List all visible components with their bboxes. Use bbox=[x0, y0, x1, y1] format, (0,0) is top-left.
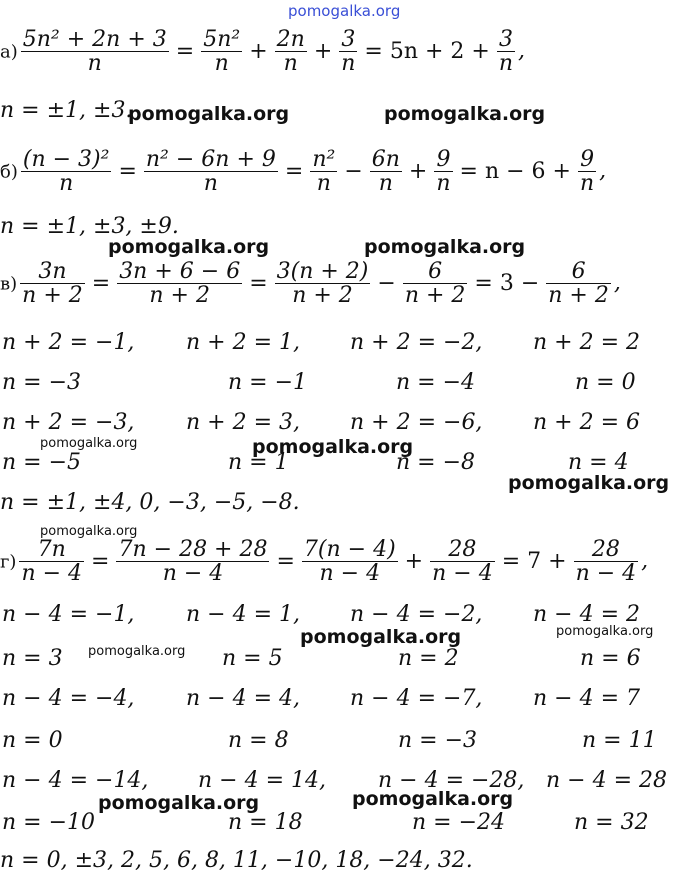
watermark-top: pomogalka.org bbox=[288, 2, 401, 20]
part-g-term-2: $\frac{28}{n - 4}$ bbox=[432, 537, 493, 587]
part-v-cell: n = 4 bbox=[568, 450, 629, 475]
part-v-cell: n = −5 bbox=[2, 450, 82, 475]
part-g-cell: n − 4 = −1, bbox=[2, 602, 135, 627]
part-b-answer: n = ±1, ±3, ±9. bbox=[0, 214, 179, 239]
part-g-frac-2: $\frac{7n - 28 + 28}{n - 4}$ bbox=[118, 537, 268, 587]
part-v-cell: n + 2 = −2, bbox=[350, 330, 483, 355]
part-v-term-3: $\frac{6}{n + 2}$ bbox=[548, 259, 609, 309]
watermark: pomogalka.org bbox=[98, 792, 260, 814]
part-g-cell: n − 4 = 28 bbox=[546, 768, 667, 793]
part-g-cell: n − 4 = 4, bbox=[186, 686, 300, 711]
part-v-term-1: $\frac{3(n + 2)}{n + 2}$ bbox=[276, 259, 369, 309]
watermark: pomogalka.org bbox=[128, 103, 290, 125]
part-g-term-3: $\frac{28}{n - 4}$ bbox=[575, 537, 637, 587]
part-v-cell: n + 2 = −1, bbox=[2, 330, 135, 355]
part-b-frac-2: $\frac{\text{n² − 6n + 9}}{n}$ bbox=[145, 147, 276, 197]
part-v-cell: n + 2 = 3, bbox=[186, 410, 300, 435]
part-b-frac-main: $\frac{\text{(n − 3)²}}{n}$ bbox=[22, 147, 110, 197]
part-g-cell: n = −24 bbox=[412, 810, 506, 835]
part-g-equation: г) $\frac{7n}{n - 4}$ = $\frac{7n - 28 + 28}{n - 4}$ = $\frac{7(n - 4)}{n - 4}$ + $\frac{28}{n - 4}$ = 7 + $\frac{28}{n - 4}$ , bbox=[0, 537, 649, 587]
watermark: pomogalka.org bbox=[384, 103, 546, 125]
part-a-term-1: $\frac{\text{5n²}}{n}$ bbox=[203, 27, 241, 77]
part-g-cell: n = 0 bbox=[2, 728, 63, 753]
part-b-term-3: $\frac{9}{n}$ bbox=[436, 147, 451, 197]
part-g-cell: n = 32 bbox=[574, 810, 649, 835]
part-v-cell: n + 2 = −3, bbox=[2, 410, 135, 435]
part-g-cell: n − 4 = 1, bbox=[186, 602, 300, 627]
watermark: pomogalka.org bbox=[508, 472, 670, 494]
watermark: pomogalka.org bbox=[352, 788, 514, 810]
watermark: pomogalka.org bbox=[252, 436, 414, 458]
part-g-cell: n − 4 = −4, bbox=[2, 686, 135, 711]
part-g-cell: n = −10 bbox=[2, 810, 96, 835]
part-v-answer: n = ±1, ±4, 0, −3, −5, −8. bbox=[0, 490, 300, 515]
part-a-equation: а) $\frac{\text{5n² + 2n + 3}}{n}$ = $\frac{\text{5n²}}{n}$ + $\frac{2n}{n}$ + $\frac{3}{n}$ = 5n + 2 + $\frac{3}{n}$ , bbox=[0, 27, 526, 77]
part-v-cell: n = −8 bbox=[396, 450, 476, 475]
part-v-term-2: $\frac{6}{n + 2}$ bbox=[404, 259, 466, 309]
part-a-term-2: $\frac{2n}{n}$ bbox=[276, 27, 305, 77]
part-g-frac-main: $\frac{7n}{n - 4}$ bbox=[21, 537, 83, 587]
watermark: pomogalka.org bbox=[364, 236, 526, 258]
part-g-cell: n = −3 bbox=[398, 728, 478, 753]
watermark: pomogalka.org bbox=[40, 524, 138, 539]
part-v-cell: n = −3 bbox=[2, 370, 82, 395]
part-g-term-1: $\frac{7(n - 4)}{n - 4}$ bbox=[303, 537, 396, 587]
part-a-term-3: $\frac{3}{n}$ bbox=[341, 27, 356, 77]
part-v-cell: n + 2 = 1, bbox=[186, 330, 300, 355]
watermark: pomogalka.org bbox=[40, 436, 138, 451]
part-a-label: а) bbox=[0, 41, 18, 63]
part-v-label: в) bbox=[0, 273, 18, 295]
part-v-cell: n = 0 bbox=[575, 370, 636, 395]
part-v-cell: n + 2 = 6 bbox=[533, 410, 641, 435]
part-a-term-4: $\frac{3}{n}$ bbox=[498, 27, 514, 77]
part-g-cell: n = 5 bbox=[222, 646, 283, 671]
part-g-cell: n = 18 bbox=[228, 810, 303, 835]
part-g-cell: n = 11 bbox=[582, 728, 657, 753]
part-g-cell: n − 4 = 2 bbox=[533, 602, 641, 627]
part-b-term-4: $\frac{9}{n}$ bbox=[579, 147, 595, 197]
part-v-cell: n = 1 bbox=[228, 450, 289, 475]
part-b-equation: б) $\frac{\text{(n − 3)²}}{n}$ = $\frac{\text{n² − 6n + 9}}{n}$ = $\frac{\text{n²}}{n}$ − $\frac{6n}{n}$ + $\frac{9}{n}$ = n − 6 + $\frac{9}{n}$ , bbox=[0, 147, 607, 197]
watermark: pomogalka.org bbox=[556, 624, 654, 639]
part-v-cell: n = −4 bbox=[396, 370, 476, 395]
part-a-frac-main: $\frac{\text{5n² + 2n + 3}}{n}$ bbox=[22, 27, 167, 77]
part-g-cell: n − 4 = −14, bbox=[2, 768, 149, 793]
part-b-term-1: $\frac{\text{n²}}{n}$ bbox=[312, 147, 336, 197]
part-v-frac-2: $\frac{3n + 6 - 6}{n + 2}$ bbox=[119, 259, 241, 309]
part-g-cell: n − 4 = −28, bbox=[378, 768, 525, 793]
part-g-cell: n = 6 bbox=[580, 646, 641, 671]
part-v-cell: n = −1 bbox=[228, 370, 308, 395]
part-g-cell: n − 4 = 14, bbox=[198, 768, 326, 793]
part-v-frac-main: $\frac{3n}{n + 2}$ bbox=[22, 259, 83, 309]
part-g-label: г) bbox=[0, 551, 17, 573]
part-b-label: б) bbox=[0, 161, 18, 183]
watermark: pomogalka.org bbox=[108, 236, 270, 258]
part-g-cell: n − 4 = −2, bbox=[350, 602, 483, 627]
watermark: pomogalka.org bbox=[88, 644, 186, 659]
watermark: pomogalka.org bbox=[300, 626, 462, 648]
part-b-term-2: $\frac{6n}{n}$ bbox=[371, 147, 400, 197]
part-g-cell: n − 4 = −7, bbox=[350, 686, 483, 711]
part-g-answer: n = 0, ±3, 2, 5, 6, 8, 11, −10, 18, −24, 32. bbox=[0, 848, 473, 873]
part-g-cell: n = 3 bbox=[2, 646, 63, 671]
part-g-cell: n = 8 bbox=[228, 728, 289, 753]
part-v-equation: в) $\frac{3n}{n + 2}$ = $\frac{3n + 6 - 6}{n + 2}$ = $\frac{3(n + 2)}{n + 2}$ − $\frac{6}{n + 2}$ = 3 − $\frac{6}{n + 2}$ , bbox=[0, 259, 621, 309]
part-a-answer: n = ±1, ±3. bbox=[0, 98, 133, 123]
part-g-cell: n − 4 = 7 bbox=[533, 686, 641, 711]
part-v-cell: n + 2 = 2 bbox=[533, 330, 641, 355]
part-g-cell: n = 2 bbox=[398, 646, 459, 671]
part-v-cell: n + 2 = −6, bbox=[350, 410, 483, 435]
